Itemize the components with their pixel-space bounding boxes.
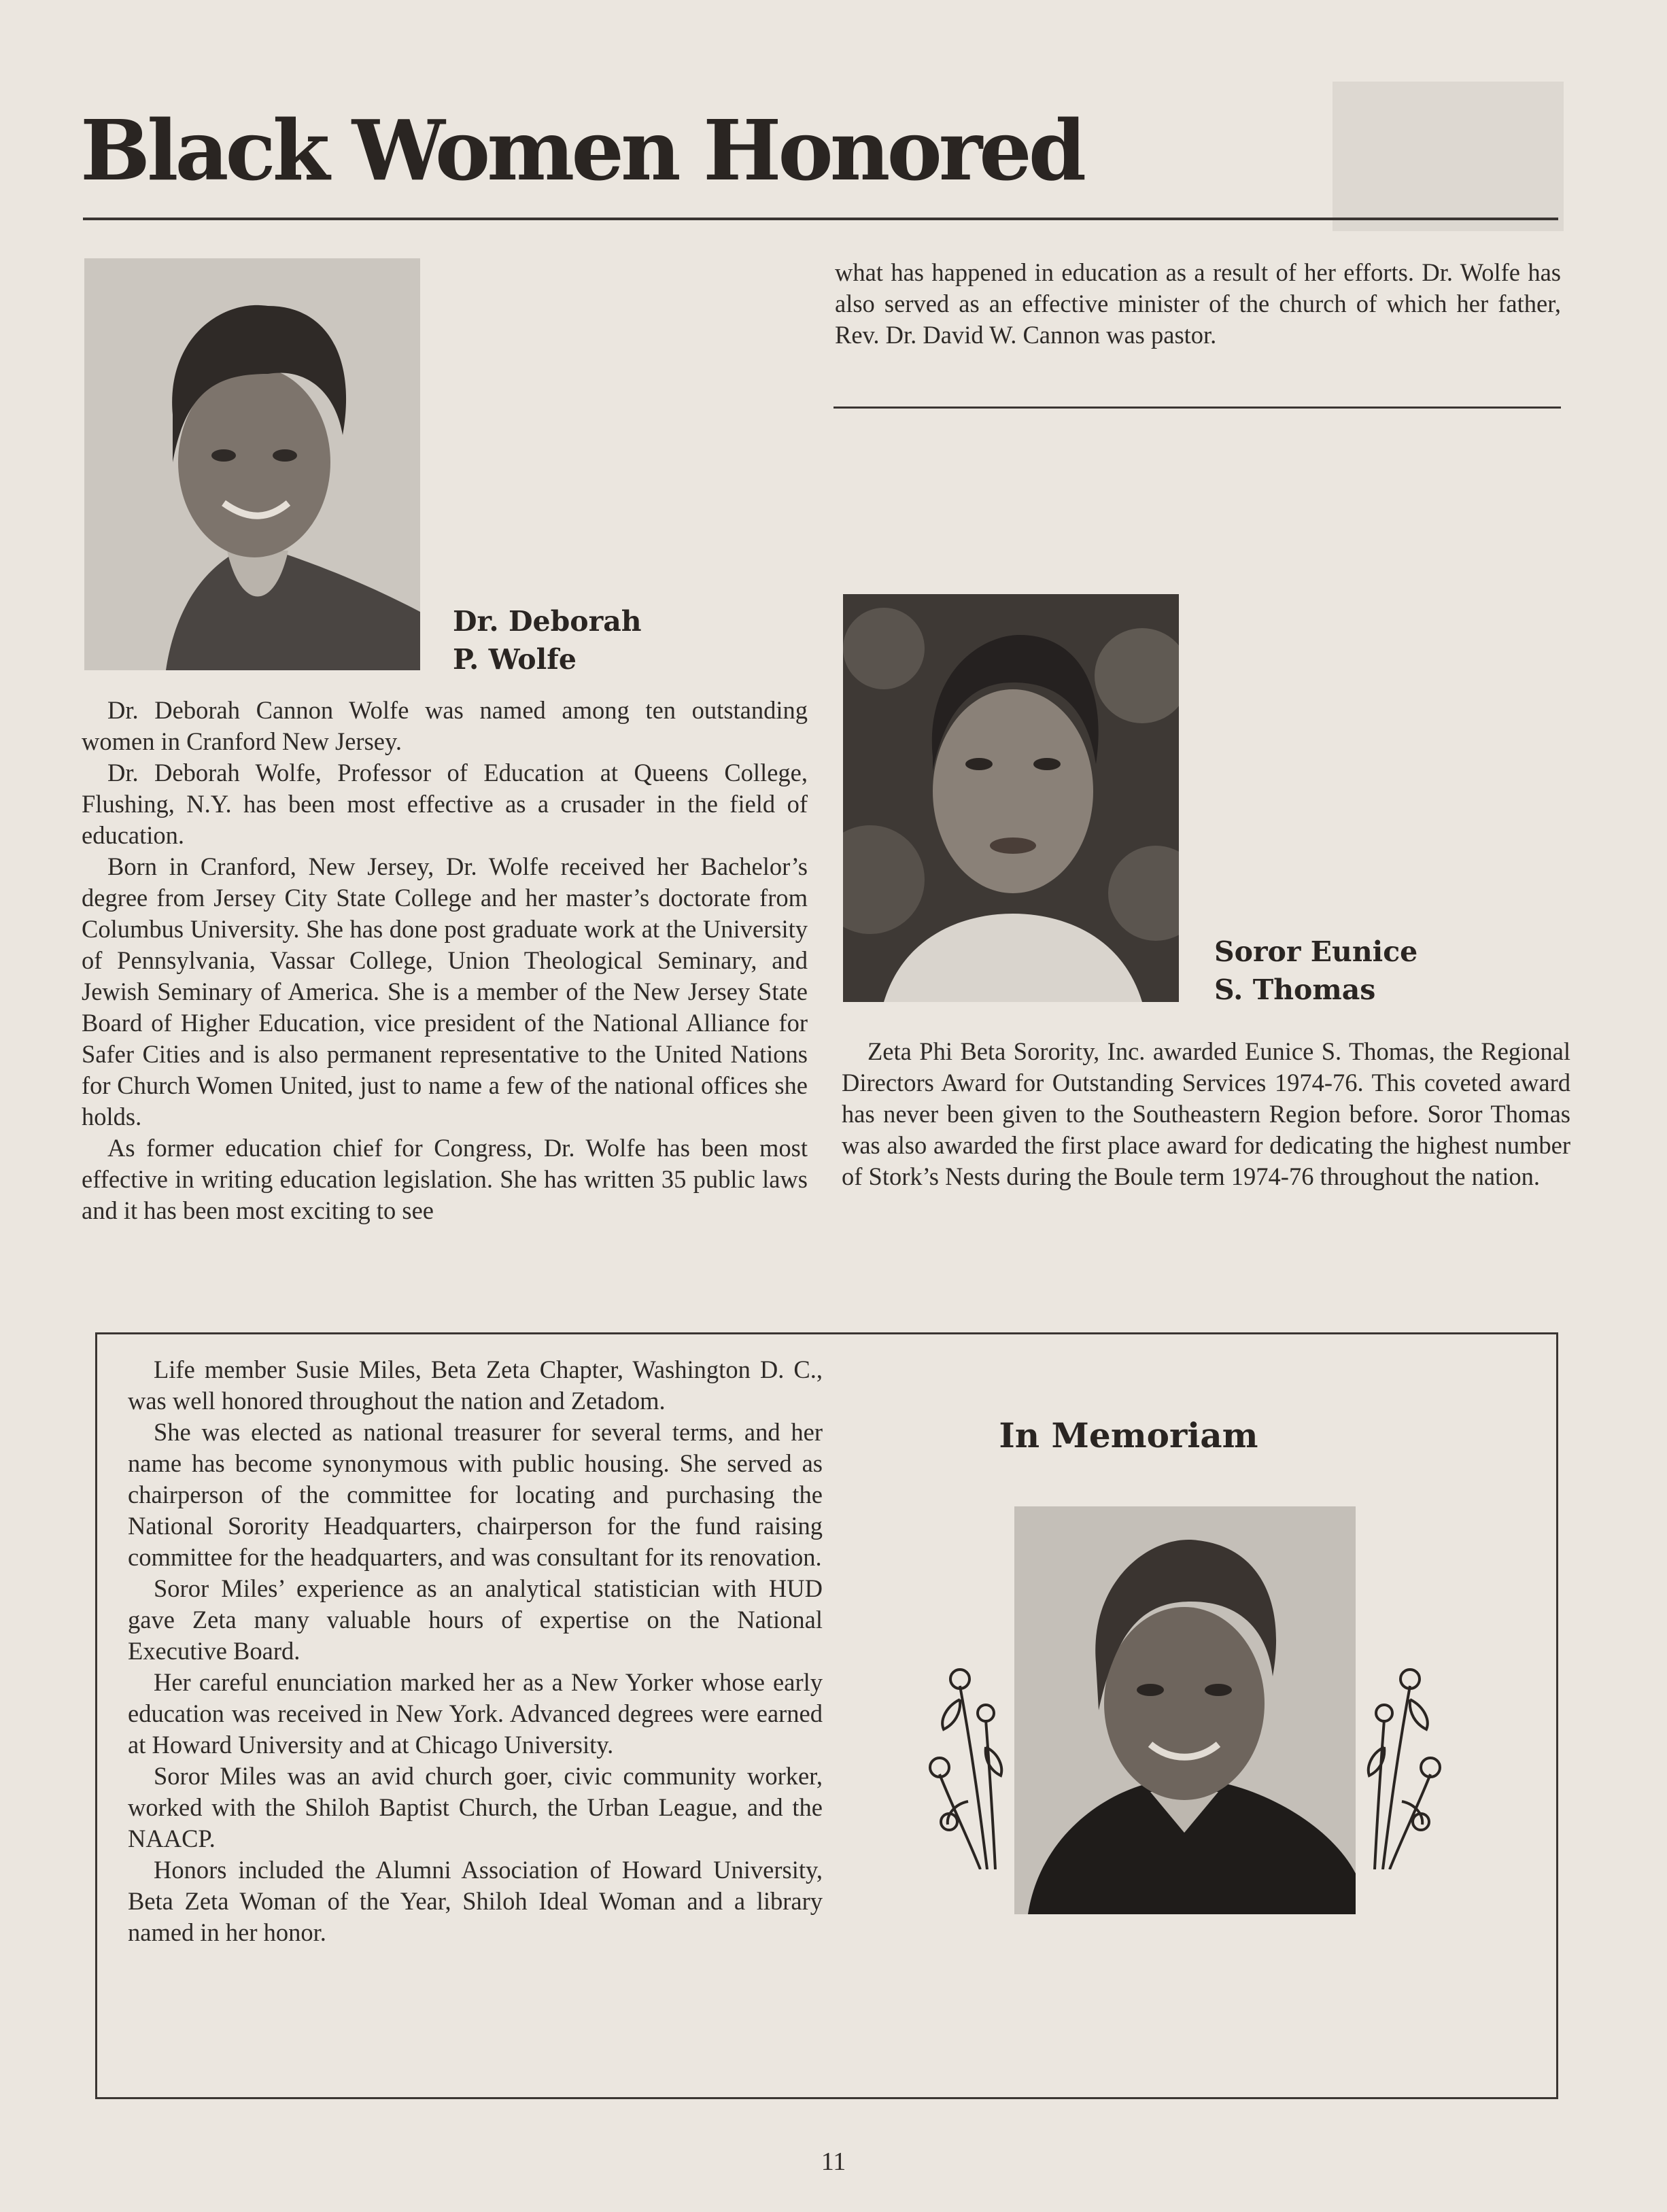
wolfe-paragraph-2: Dr. Deborah Wolfe, Professor of Education at Queens College, Flushing, N.Y. has been most effective as a crusader in the field of education. [82, 759, 808, 849]
wolfe-paragraph-1: Dr. Deborah Cannon Wolfe was named among ten outstanding women in Cranford New Jersey. [82, 696, 808, 755]
page-title: Black Women Honored [80, 101, 1084, 199]
right-flower-ornament-icon [1362, 1659, 1451, 1869]
wolfe-portrait-image [84, 258, 420, 670]
miles-portrait-image [1014, 1506, 1356, 1914]
miles-portrait [1014, 1506, 1356, 1914]
memoriam-paragraph-4: Her careful enunciation marked her as a New Yorker whose early education was received in New York. Advanced degrees were earned at Howard University and at Chicago University. [128, 1668, 823, 1759]
title-rule [83, 218, 1558, 220]
wolfe-portrait [84, 258, 420, 670]
wolfe-continuation-column [835, 257, 1561, 351]
memoriam-paragraph-6: Honors included the Alumni Association of Howard University, Beta Zeta Woman of the Year, Shiloh Ideal Woman and a library named in her honor. [128, 1856, 823, 1946]
wolfe-paragraph-4: As former education chief for Congress, Dr. Wolfe has been most effective in writing education legislation. She has written 35 public laws and it has been most exciting to see [82, 1134, 808, 1224]
thomas-caption [1214, 933, 1417, 1009]
thomas-caption-line1: Soror Eunice [1214, 935, 1418, 968]
wolfe-article-column [82, 695, 808, 1226]
column-rule [834, 407, 1561, 409]
wolfe-paragraph-3: Born in Cranford, New Jersey, Dr. Wolfe received her Bachelor’s degree from Jersey City State College and her master’s doctorate from Columbus University. She has done post graduate work at the University of Pennsylvania, Vassar College, Union Theological Seminary, and Jewish Seminary of America. She is a member of the New Jersey State Board of Higher Education, vice president of the National Alliance for Safer Cities and is also permanent representative to the United Nations for Church Women United, just to name a few of the national offices she holds. [82, 852, 808, 1130]
memoriam-paragraph-3: Soror Miles’ experience as an analytical statistician with HUD gave Zeta many valuable hours of expertise on the National Executive Board. [128, 1574, 823, 1665]
thomas-article-column [842, 1036, 1570, 1192]
thomas-caption-line2: S. Thomas [1214, 973, 1376, 1006]
page-number: 11 [821, 2147, 846, 2176]
wolfe-continuation: what has happened in education as a result of her efforts. Dr. Wolfe has also served as an effective minister of the church of which her father, Rev. Dr. David W. Cannon was pastor. [835, 258, 1561, 349]
memoriam-paragraph-5: Soror Miles was an avid church goer, civic community worker, worked with the Shiloh Baptist Church, the Urban League, and the NAACP. [128, 1762, 823, 1852]
memoriam-heading: In Memoriam [999, 1415, 1258, 1455]
memoriam-article-column [128, 1354, 823, 1948]
memoriam-paragraph-2: She was elected as national treasurer for several terms, and her name has become synonymous with public housing. She served as chairperson of the committee for locating and purchasing the National Sorority Headquarters, chairperson for the fund raising committee for the headquarters, and was consultant for its renovation. [128, 1418, 823, 1571]
wolfe-caption [453, 602, 642, 678]
wolfe-caption-line1: Dr. Deborah [453, 605, 642, 638]
left-flower-ornament-icon [919, 1659, 1008, 1869]
memoriam-paragraph-1: Life member Susie Miles, Beta Zeta Chapter, Washington D. C., was well honored throughout the nation and Zetadom. [128, 1355, 823, 1415]
thomas-paragraph: Zeta Phi Beta Sorority, Inc. awarded Eunice S. Thomas, the Regional Directors Award for Outstanding Services 1974-76. This coveted award has never been given to the Southeastern Region before. Soror Thomas was also awarded the first place award for dedicating the highest number of Stork’s Nests during the Boule term 1974-76 throughout the nation. [842, 1037, 1570, 1190]
thomas-portrait-image [843, 594, 1179, 1002]
bleed-through-shadow [1333, 82, 1564, 231]
wolfe-caption-line2: P. Wolfe [453, 643, 577, 676]
thomas-portrait [843, 594, 1179, 1002]
